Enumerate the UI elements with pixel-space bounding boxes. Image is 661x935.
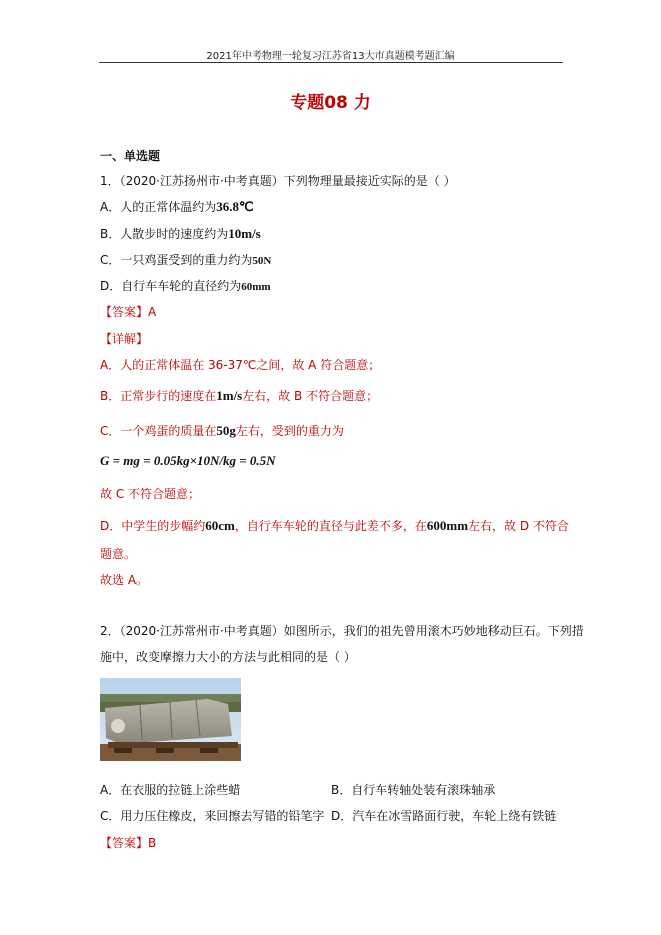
q1-explain-b [100, 387, 378, 404]
option-text: D．自行车车轮的直径约为 [100, 279, 242, 293]
q2-stem-line1: 2．（2020·江苏常州市·中考真题）如图所示，我们的祖先曾用滚木巧妙地移动巨石。下列措 [100, 624, 584, 638]
explain-value: 50g [216, 423, 236, 438]
q1-explain-d [100, 517, 569, 534]
q1-explain-d-line2: 题意。 [100, 547, 137, 561]
q1-option-b [100, 225, 261, 242]
q2-option-c: C．用力压住橡皮，来回擦去写错的铅笔字 [100, 809, 325, 823]
q1-stem: 1．（2020·江苏扬州市·中考真题）下列物理量最接近实际的是（ ） [100, 174, 456, 188]
q1-option-c [100, 251, 271, 268]
explain-text: ，自行车车轮的直径与此差不多，在 [234, 519, 427, 533]
explain-text: D．中学生的步幅约 [100, 519, 206, 533]
explain-text: 左右，故 D 不符合 [468, 519, 569, 533]
explain-text: 左右，故 B 不符合题意； [242, 389, 379, 403]
boulder-rollers-photo [100, 678, 241, 761]
q1-detail-label: 【详解】 [100, 332, 149, 346]
q2-answer: 【答案】B [100, 836, 157, 850]
document-title: 专题08 力 [290, 93, 371, 113]
q2-option-b: B．自行车转轴处装有滚珠轴承 [331, 783, 496, 797]
section-heading: 一、单选题 [100, 149, 161, 163]
explain-text: 左右，受到的重力为 [235, 424, 344, 438]
explain-value: 600mm [426, 518, 469, 533]
option-text: A．人的正常体温约为 [100, 200, 217, 214]
explain-text: B．正常步行的速度在 [100, 389, 217, 403]
q1-explain-c [100, 422, 344, 439]
q1-explain-a: A．人的正常体温在 36-37℃之间，故 A 符合题意； [100, 358, 381, 372]
option-value: 50N [252, 255, 272, 267]
option-value: 60mm [241, 281, 271, 293]
q1-option-d [100, 277, 271, 294]
page-header: 2021年中考物理一轮复习江苏省13大市真题模考题汇编 [206, 51, 455, 62]
option-text: B．人散步时的速度约为 [100, 227, 229, 241]
explain-value: 1m/s [216, 388, 243, 403]
q2-stem-line2: 施中，改变摩擦力大小的方法与此相同的是（ ） [100, 650, 356, 664]
q1-answer: 【答案】A [100, 305, 157, 319]
explain-text: C．一个鸡蛋的质量在 [100, 424, 217, 438]
q2-option-d: D．汽车在冰雪路面行驶，车轮上绕有铁链 [331, 809, 557, 823]
option-value: 36.8℃ [216, 199, 254, 214]
q1-option-a [100, 198, 254, 215]
explain-value: 60cm [205, 518, 235, 533]
q1-explain-c-end: 故 C 不符合题意； [100, 487, 201, 501]
q2-option-a: A．在衣服的拉链上涂些蜡 [100, 783, 241, 797]
option-value: 10m/s [228, 226, 261, 241]
q1-conclusion: 故选 A。 [100, 573, 149, 587]
option-text: C．一只鸡蛋受到的重力约为 [100, 253, 253, 267]
header-rule [99, 62, 563, 63]
q1-formula: G = mg = 0.05kg×10N/kg = 0.5N [100, 453, 276, 468]
